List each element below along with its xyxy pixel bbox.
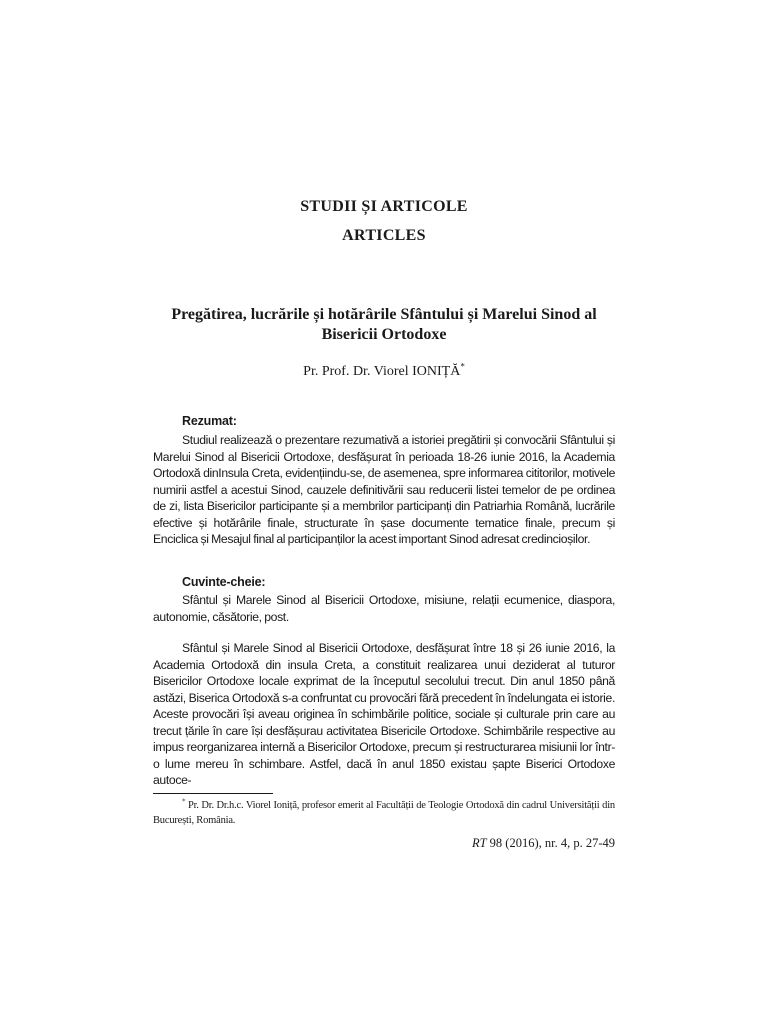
section-heading-english: ARTICLES — [342, 227, 426, 244]
author-name: Pr. Prof. Dr. Viorel IONIȚĂ — [303, 364, 461, 379]
keywords-label: Cuvinte-cheie: — [182, 575, 266, 589]
keywords-text: Sfântul și Marele Sinod al Bisericii Ortodoxe, misiune, relații ecumenice, diaspora, autonomie, căsătorie, post. — [153, 593, 615, 624]
citation-details: 98 (2016), nr. 4, p. 27-49 — [489, 836, 615, 850]
abstract-text: Studiul realizează o prezentare rezumativă a istoriei pregătirii și convocării Sfântului și Marelui Sinod al Bisericii Ortodoxe, desfășurat în perioada 18-26 iunie 2016, la Academia Ortodoxă dinInsula Creta, evidențiindu-se, de asemenea, spre informarea cititorilor, motivele numirii astfel a acestui Sinod, cauzele definitivării sau reducerii listei temelor de pe ordinea de zi, lista Bisericilor participante și a membrilor participanți din Patriarhia Română, lucrările efective și hotărârile finale, structurate în șase documente tematice finale, precum și Enciclica și Mesajul final al participanților la acest important Sinod adresat credincioșilor. — [153, 433, 615, 546]
section-heading-romanian: STUDII ȘI ARTICOLE — [300, 198, 468, 215]
footnote-mark: * — [182, 797, 186, 806]
footnote-text: Pr. Dr. Dr.h.c. Viorel Ioniță, profesor emerit al Facultății de Teologie Ortodoxă din cadrul Universității din București, România. — [153, 800, 615, 826]
footnote-divider — [153, 793, 273, 794]
article-title: Pregătirea, lucrările și hotărârile Sfântului și Marelui Sinod al Bisericii Ortodoxe — [171, 306, 597, 343]
body-paragraph: Sfântul și Marele Sinod al Bisericii Ortodoxe, desfășurat între 18 și 26 iunie 2016, la Academia Ortodoxă din insula Creta, a constituit realizarea unui deziderat al tuturor Bisericilor Ortodoxe locale exprimat de la începutul secolului trecut. Din anul 1850 până astăzi, Biserica Ortodoxă s-a confruntat cu provocări fără precedent în îndelungata ei istorie. Aceste provocări își aveau originea în schimbările politice, sociale și culturale prin care au trecut țările în care își desfășurau activitatea Bisericile Ortodoxe. Schimbările respective au impus reorganizarea internă a Bisericilor Ortodoxe, precum și restructurarea misiunii lor într-o lume mereu în schimbare. Astfel, dacă în anul 1850 existau șapte Biserici Ortodoxe autoce- — [153, 641, 615, 787]
abstract-label: Rezumat: — [182, 414, 237, 428]
article-author — [153, 361, 615, 380]
author-footnote-mark: * — [460, 361, 465, 372]
footnote — [153, 798, 615, 828]
journal-citation — [472, 836, 615, 851]
journal-abbrev: RT — [471, 836, 487, 850]
journal-page — [153, 0, 615, 1024]
